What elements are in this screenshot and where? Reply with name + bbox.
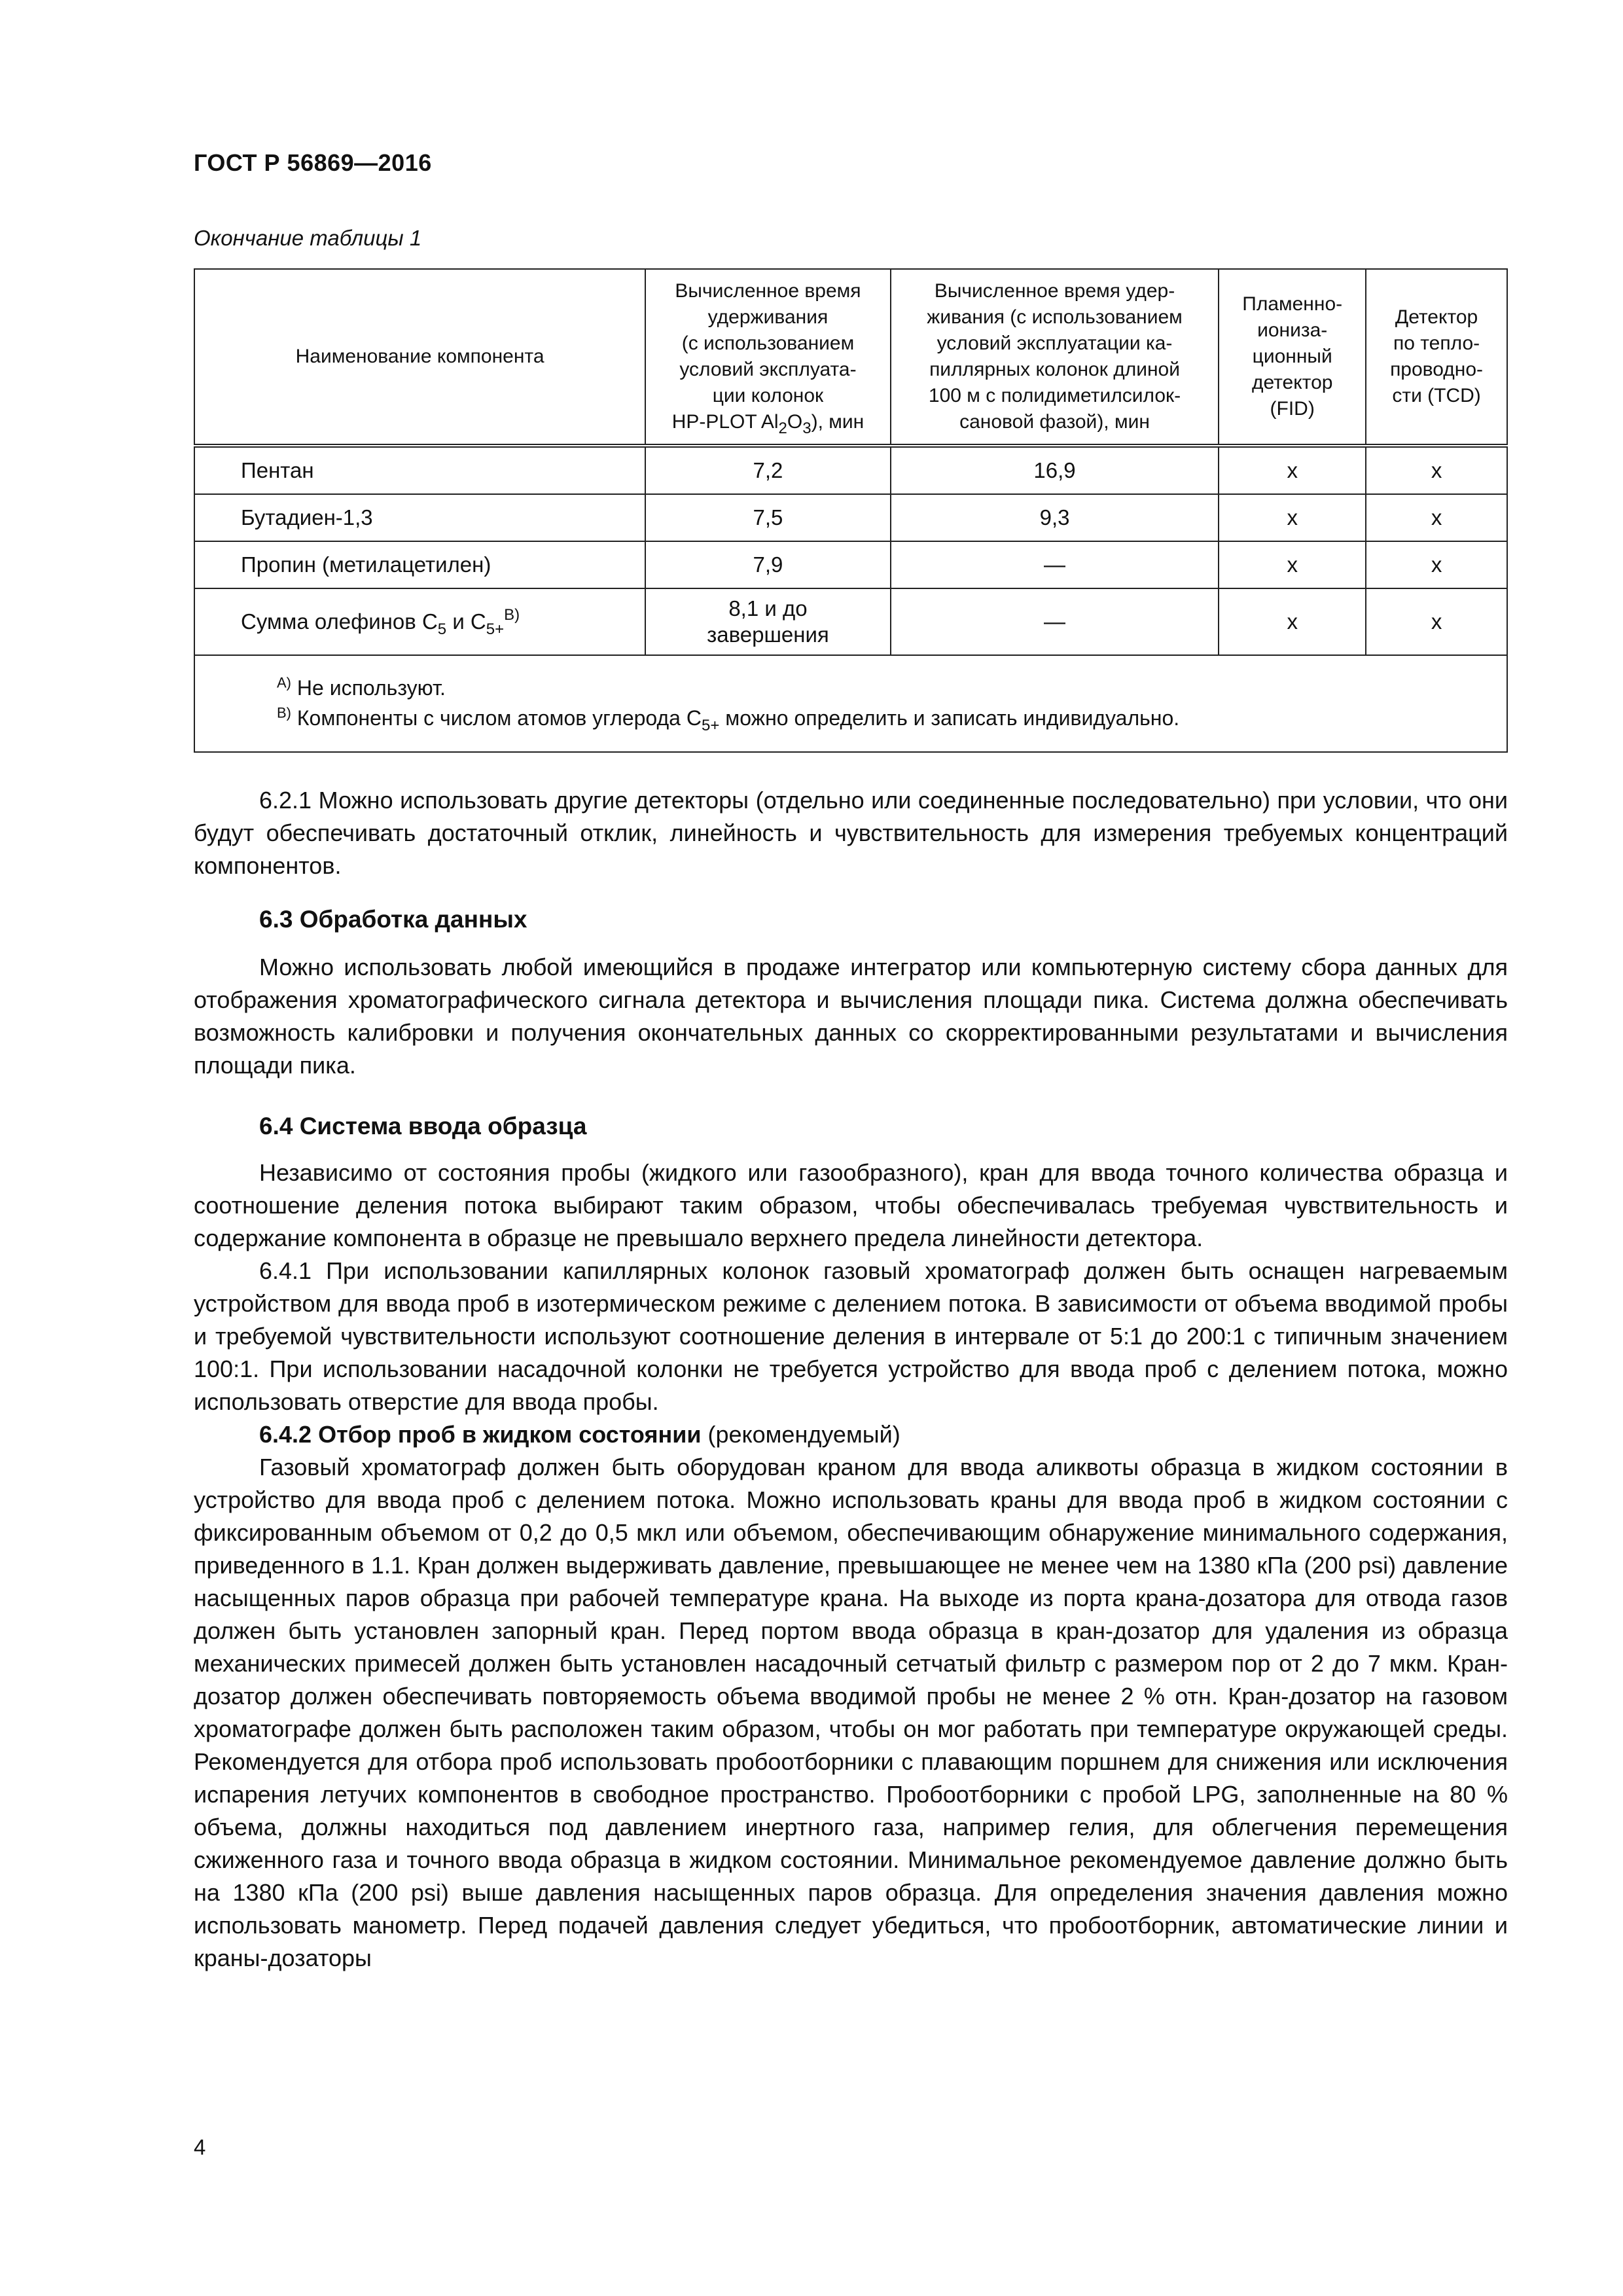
cell-rt-capillary: 9,3 xyxy=(891,494,1219,541)
table-row xyxy=(194,494,1507,541)
table-row xyxy=(194,588,1507,655)
cell-tcd: x xyxy=(1366,446,1507,494)
column-header-tcd: Детектор по тепло- проводно- сти (TCD) xyxy=(1366,269,1507,446)
cell-fid: x xyxy=(1219,588,1366,655)
column-header-name: Наименование компонента xyxy=(194,269,645,446)
table-row xyxy=(194,446,1507,494)
cell-fid: x xyxy=(1219,446,1366,494)
table-row xyxy=(194,541,1507,588)
cell-component-name: Сумма олефинов $C_5$ и $C_{5+}^{B)}$ xyxy=(194,588,645,655)
table-notes-row xyxy=(194,655,1507,752)
heading-6-3: 6.3 Обработка данных xyxy=(259,906,527,933)
document-id-header: ГОСТ Р 56869—2016 xyxy=(194,149,432,176)
footnote-a: $^{A)}$ Не используют. xyxy=(277,674,446,700)
paragraph: Можно использовать любой имеющийся в продаже интегратор или компьютерную систему сбора данных для отображения хроматографического сигнала детектора и вычисления площади пика. Система должна обеспечивать возможность калибровки и получения окончательных данных со скорректированными результатами и вычисления площади пика. xyxy=(194,954,1508,1079)
column-header-fid: Пламенно- иониза- ционный детектор (FID) xyxy=(1219,269,1366,446)
section-6-2-1 xyxy=(194,784,1508,882)
cell-component-name: Пентан xyxy=(194,446,645,494)
cell-rt-plot: 7,5 xyxy=(645,494,891,541)
cell-tcd: x xyxy=(1366,588,1507,655)
paragraph: Газовый хроматограф должен быть оборудован краном для ввода аликвоты образца в жидком состоянии в устройство для ввода проб с делением потока. Можно использовать краны для ввода проб в жидком состоянии с фиксированным объемом от 0,2 до 0,5 мкл или объемом, обеспечивающим обнаружение минимального содержания, приведенного в 1.1. Кран должен выдерживать давление, превышающее не менее чем на 1380 кПа (200 psi) давление насыщенных паров образца при рабочей температуре крана. На выходе из порта крана-дозатора для отвода газов должен быть установлен запорный кран. Перед портом ввода образца в кран-дозатор для удаления из образца механических примесей должен быть установлен насадочный сетчатый фильтр с размером пор от 2 до 7 мкм. Кран-дозатор должен обеспечивать повторяемость объема вводимой пробы не менее 2 % отн. Кран-дозатор на газовом хроматографе должен быть расположен таким образом, чтобы он мог работать при температуре окружающей среды. Рекомендуется для отбора проб использовать пробоотборники с плавающим поршнем для снижения или исключения испарения летучих компонентов в свободное пространство. Пробоотборники с пробой LPG, заполненные на 80 % объема, должны находиться под давлением инертного газа, например гелия, для облегчения перемещения сжиженного газа и точного ввода образца в жидком состоянии. Минимальное рекомендуемое давление должно быть на 1380 кПа (200 psi) выше давления насыщенных паров образца. Для определения значения давления можно использовать манометр. Перед подачей давления следует убедиться, что пробоотборник, автоматические линии и краны-дозаторы xyxy=(194,1454,1508,1971)
table-caption: Окончание таблицы 1 xyxy=(194,226,422,250)
paragraph: 6.2.1 Можно использовать другие детекторы (отдельно или соединенные последовательно) при условии, что они будут обеспечивать достаточный отклик, линейность и чувствительность для измерения требуемых концентраций компонентов. xyxy=(194,787,1508,879)
paragraph: Независимо от состояния пробы (жидкого или газообразного), кран для ввода точного количества образца и соотношение деления потока выбирают таким образом, чтобы обеспечивалась требуемая чувствительность и содержание компонента в образце не превышало верхнего предела линейности детектора. xyxy=(194,1159,1508,1251)
cell-tcd: x xyxy=(1366,541,1507,588)
table-footnotes xyxy=(194,655,1507,752)
cell-component-name: Пропин (метилацетилен) xyxy=(194,541,645,588)
page-number: 4 xyxy=(194,2135,206,2159)
paragraph: 6.4.1 При использовании капиллярных колонок газовый хроматограф должен быть оснащен нагреваемым устройством для ввода проб в изотермическом режиме с делением потока. В зависимости от объема вводимой пробы и требуемой чувствительности используют соотношение деления в интервале от 5:1 до 200:1 с типичным значением 100:1. При использовании насадочной колонки не требуется устройство для ввода проб с делением потока, можно использовать отверстие для ввода пробы. xyxy=(194,1257,1508,1415)
cell-tcd: x xyxy=(1366,494,1507,541)
table-header-row xyxy=(194,269,1507,446)
cell-rt-capillary: — xyxy=(891,541,1219,588)
section-6-4 xyxy=(194,1157,1508,1975)
cell-rt-capillary: 16,9 xyxy=(891,446,1219,494)
cell-fid: x xyxy=(1219,494,1366,541)
cell-rt-plot: 7,9 xyxy=(645,541,891,588)
cell-fid: x xyxy=(1219,541,1366,588)
cell-component-name: Бутадиен-1,3 xyxy=(194,494,645,541)
footnote-b: $^{B)}$ Компоненты с числом атомов углерода $C_{5+}$ можно определить и записать индивидуально. xyxy=(277,704,1180,734)
column-header-rt-capillary: Вычисленное время удер- живания (с использованием условий эксплуатации ка- пиллярных колонок длиной 100 м с полидиметилсилок- сановой фазой), мин xyxy=(891,269,1219,446)
cell-rt-plot: 8,1 и до завершения xyxy=(645,588,891,655)
heading-6-4: 6.4 Система ввода образца xyxy=(259,1113,587,1139)
section-6-3 xyxy=(194,951,1508,1082)
cell-rt-capillary: — xyxy=(891,588,1219,655)
cell-rt-plot: 7,2 xyxy=(645,446,891,494)
paragraph-heading-6-4-2: 6.4.2 Отбор проб в жидком состоянии (рекомендуемый) xyxy=(259,1421,901,1448)
components-table xyxy=(194,268,1508,753)
column-header-rt-plot: Вычисленное время удерживания (с использованием условий эксплуата- ции колонок HP-PLOT $Al_2O_3$), мин xyxy=(645,269,891,446)
